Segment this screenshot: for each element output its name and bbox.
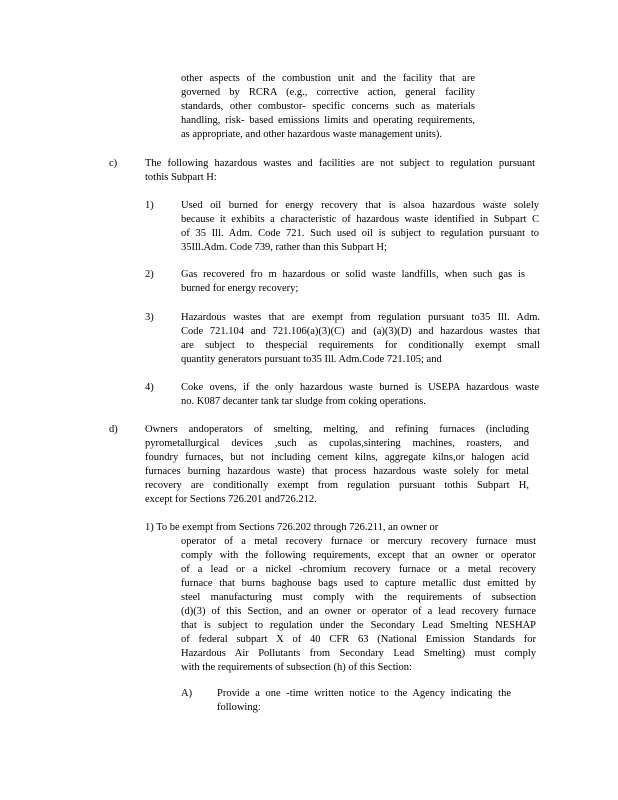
text-line: handling, risk- based emissions limits and operating requirements, <box>181 115 475 126</box>
text-line: furnace that burns baghouse bags used to capture metallic dust emitted by <box>181 578 536 589</box>
section-d-text <box>145 423 529 507</box>
text-line: that is subject to regulation under the Secondary Lead Smelting NESHAP <box>181 620 536 631</box>
text-line: The following hazardous wastes and facilities are not subject to regulation pursuant <box>145 158 535 169</box>
section-marker-c: c) <box>109 158 118 169</box>
text-line: as appropriate, and other hazardous waste management units). <box>181 129 442 140</box>
text-line: of federal subpart X of 40 CFR 63 (National Emission Standards for <box>181 634 536 645</box>
item-d1-text <box>181 535 536 675</box>
item-c1-text <box>181 199 539 255</box>
text-line: comply with the following requirements, except that an owner or operator <box>181 550 536 561</box>
text-line: of a lead or a nickel -chromium recovery furnace or a metal recovery <box>181 564 536 575</box>
text-line: steel manufacturing must comply with the requirements of subsection <box>181 592 536 603</box>
text-line: Code 721.104 and 721.106(a)(3)(C) and (a)(3)(D) and hazardous wastes that <box>181 326 540 337</box>
item-c2-text <box>181 268 525 296</box>
section-marker-d: d) <box>109 424 118 435</box>
text-line: burned for energy recovery; <box>181 283 299 294</box>
item-marker-A: A) <box>181 688 193 699</box>
text-line: no. K087 decanter tank tar sludge from coking operations. <box>181 396 426 407</box>
text-line: foundry furnaces, but not including cement kilns, aggregate kilns,or halogen acid <box>145 452 529 463</box>
item-d1-first-line <box>145 521 484 535</box>
text-line: are subject to thespecial requirements for conditionally exempt small <box>181 340 540 351</box>
text-line: Gas recovered fro m hazardous or solid waste landfills, when such gas is <box>181 269 525 280</box>
text-line: tothis Subpart H: <box>145 172 217 183</box>
text-line: governed by RCRA (e.g., corrective action, general facility <box>181 87 475 98</box>
text-line: operator of a metal recovery furnace or mercury recovery furnace must <box>181 536 536 547</box>
text-line: 35Ill.Adm. Code 739, rather than this Subpart H; <box>181 242 387 253</box>
item-c4-text <box>181 381 539 409</box>
item-c3-text <box>181 311 540 367</box>
text-line: standards, other combustor- specific concerns such as materials <box>181 101 475 112</box>
text-line: furnaces burning hazardous waste) that process hazardous waste solely for metal <box>145 466 529 477</box>
text-line: Coke ovens, if the only hazardous waste burned is USEPA hazardous waste <box>181 382 539 393</box>
text-line: following: <box>217 702 261 713</box>
text-line: Hazardous wastes that are exempt from regulation pursuant to35 Ill. Adm. <box>181 312 540 323</box>
text-line: other aspects of the combustion unit and the facility that are <box>181 73 475 84</box>
text-line: quantity generators pursuant to35 Ill. Adm.Code 721.105; and <box>181 354 442 365</box>
text-line: with the requirements of subsection (h) of this Section: <box>181 662 412 673</box>
item-marker-c2: 2) <box>145 269 154 280</box>
item-marker-c1: 1) <box>145 200 154 211</box>
section-c-text <box>145 157 535 185</box>
text-line: Used oil burned for energy recovery that is alsoa hazardous waste solely <box>181 200 539 211</box>
text-line: 1) To be exempt from Sections 726.202 through 726.211, an owner or <box>145 522 439 533</box>
text-line: of 35 Ill. Adm. Code 721. Such used oil is subject to regulation pursuant to <box>181 228 539 239</box>
text-line: because it exhibits a characteristic of hazardous waste identified in Subpart C <box>181 214 539 225</box>
text-line: pyrometallurgical devices ,such as cupolas,sintering machines, roasters, and <box>145 438 529 449</box>
item-A-text <box>217 687 511 715</box>
continuation-paragraph <box>181 72 475 142</box>
text-line: except for Sections 726.201 and726.212. <box>145 494 317 505</box>
text-line: recovery are conditionally exempt from regulation pursuant tothis Subpart H, <box>145 480 529 491</box>
text-line: Hazardous Air Pollutants from Secondary Lead Smelting) must comply <box>181 648 536 659</box>
text-line: Provide a one -time written notice to the Agency indicating the <box>217 688 511 699</box>
item-marker-c3: 3) <box>145 312 154 323</box>
item-marker-c4: 4) <box>145 382 154 393</box>
text-line: Owners andoperators of smelting, melting, and refining furnaces (including <box>145 424 529 435</box>
text-line: (d)(3) of this Section, and an owner or operator of a lead recovery furnace <box>181 606 536 617</box>
